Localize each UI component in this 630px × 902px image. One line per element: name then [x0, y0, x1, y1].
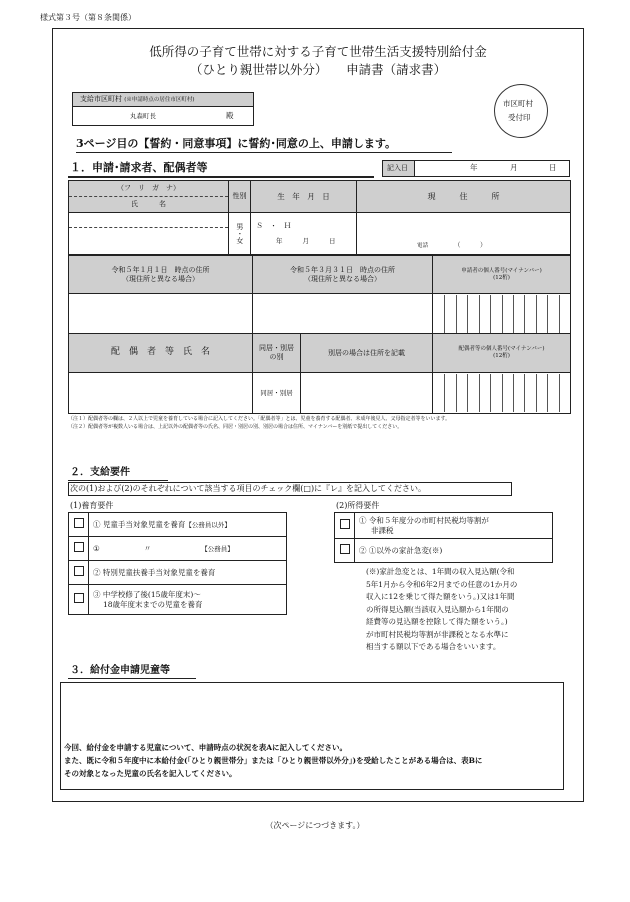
kyuhen-line-4: の所得見込額(当該収入見込額から1年間の	[366, 604, 509, 614]
req1-3-text: 特別児童扶養手当対象児童を養育	[102, 567, 216, 577]
separate-note: 別居の場合は住所を記載	[328, 348, 405, 357]
birth-header: 生 年 月 日	[251, 181, 357, 213]
childcare-requirements	[68, 512, 287, 615]
gender-options: 男・女	[235, 223, 244, 244]
req1-3	[89, 561, 287, 585]
sep-sub: の別	[269, 353, 284, 361]
jan-address-label: 令和５年１月１日 時点の住所	[111, 265, 210, 274]
col1-title: (1)養育要件	[70, 501, 114, 510]
section1-heading: １．申請･請求者、配偶者等	[70, 161, 208, 174]
checkbox[interactable]	[74, 542, 84, 552]
era-options: Ｓ ・ Ｈ	[256, 222, 291, 231]
checkbox[interactable]	[74, 518, 84, 528]
sep-label: 同居・別居	[259, 344, 294, 353]
applicant-digit-grid	[433, 295, 570, 333]
date-month: 月	[510, 163, 518, 172]
req1-3-num: ②	[93, 567, 101, 577]
section2-heading: ２．支給要件	[70, 467, 130, 478]
gender-input[interactable]	[229, 213, 251, 255]
digit-divider	[456, 295, 457, 333]
section3-underline	[68, 678, 196, 679]
payer-suffix: 殿	[226, 111, 234, 120]
spouse-name-input[interactable]	[69, 373, 253, 414]
req2-2-text: ①以外の家計急変(※)	[368, 545, 443, 555]
phone-label: 電話	[417, 243, 429, 250]
digit-divider	[513, 295, 514, 333]
form-title-line1: 低所得の子育て世帯に対する子育て世帯生活支援特別給付金	[149, 44, 487, 59]
section3-heading: ３．給付金申請児童等	[70, 665, 170, 676]
checkbox[interactable]	[74, 593, 84, 603]
req1-2	[89, 537, 287, 561]
spouse-mynumber-label: 配偶者等の個人番号(マイナンバー)	[458, 346, 545, 353]
req1-1-text: 児童手当対象児童を養育	[102, 519, 186, 529]
mar-address-sub: （現住所と異なる場合）	[304, 274, 381, 283]
section3-text3: その対象となった児童の氏名を記入してください。	[64, 769, 237, 778]
date-day: 日	[549, 163, 557, 172]
jan-address-sub: （現住所と異なる場合）	[122, 274, 199, 283]
mar-address-label: 令和５年３月３１日 時点の住所	[290, 265, 395, 274]
req2-1-num: ①	[359, 515, 367, 525]
income-requirements	[334, 512, 553, 563]
req2-2	[355, 539, 553, 563]
req1-1	[89, 513, 287, 537]
stamp-line2: 受付印	[508, 113, 531, 122]
section3-text1: 今回、給付金を申請する児童について、申請時点の状況を表Aに記入してください。	[64, 743, 348, 752]
note-1: （注１）配偶者等の欄は、２人以上で児童を養育している場合に記入してください。「配偶者等」とは、児童を養育する配偶者、未成年後見人、父母指定者等をいいます。	[68, 416, 451, 422]
receipt-stamp-circle	[494, 84, 548, 138]
check-req1-3[interactable]	[69, 561, 89, 585]
req1-2-tag: 【公務員】	[201, 544, 234, 553]
applicant-mynumber-label: 申請者の個人番号(マイナンバー)	[461, 267, 542, 274]
kyuhen-line-6: が市町村民税均等割が非課税となる水準に	[366, 629, 509, 639]
digit-divider	[559, 295, 560, 333]
digit-divider	[536, 374, 537, 412]
digit-divider	[490, 295, 491, 333]
kyuhen-line-2: 5年1月から令和6年2月までの任意の1か月の	[366, 579, 518, 589]
check-req1-4[interactable]	[69, 585, 89, 615]
req1-4-text2: 18歳年度末までの児童を養育	[103, 599, 203, 609]
req1-4-text: 中学校修了後(15歳年度末)～	[102, 589, 201, 599]
payer-sub: (※申請時点の居住市区町村)	[124, 97, 195, 103]
stamp-line1: 市区町村	[503, 99, 533, 108]
col2-title: (2)所得要件	[336, 501, 380, 510]
birth-year: 年	[276, 236, 283, 245]
digit-divider	[502, 295, 503, 333]
applicant-mynumber-header	[433, 256, 571, 294]
digit-divider	[444, 295, 445, 333]
date-year: 年	[470, 163, 478, 172]
digit-divider	[524, 295, 525, 333]
payer-label-text: 支給市区町村	[80, 95, 122, 103]
mar-address-input[interactable]	[253, 294, 433, 334]
spouse-address-input[interactable]	[253, 373, 433, 414]
spouse-digit-grid	[433, 374, 570, 412]
kyuhen-line-7: 相当する額以下である場合をいいます。	[366, 642, 501, 651]
check-req2-1[interactable]	[335, 513, 355, 539]
section1-underline	[68, 176, 374, 178]
section3-text2: また、既に令和５年度中に本給付金(「ひとり親世帯分」または「ひとり親世帯以外分」)を受給したことがある場合は、表Bに	[64, 756, 483, 765]
spouse-mynumber-digits: (12桁)	[493, 353, 510, 359]
kyuhen-note	[366, 566, 517, 654]
req1-4	[89, 585, 287, 615]
cohab-option[interactable]: 同居・別居	[253, 373, 301, 413]
payer-label	[80, 96, 195, 104]
applicant-table	[68, 180, 571, 255]
req2-1-text2: 非課税	[371, 525, 394, 535]
digit-divider	[490, 374, 491, 412]
digit-divider	[479, 374, 480, 412]
footer-note: （次ページにつづきます。）	[265, 821, 365, 830]
phone-paren: （ ）	[454, 241, 487, 250]
form-title-line2: （ひとり親世帯以外分） 申請書（請求書）	[189, 62, 447, 77]
req1-1-num: ①	[93, 519, 101, 529]
address-header: 現 住 所	[357, 181, 571, 213]
name-label: 氏 名	[131, 200, 166, 208]
kyuhen-line-1: (※)家計急変とは、1年間の収入見込額(令和	[366, 567, 515, 576]
gender-header: 性別	[229, 181, 251, 213]
digit-divider	[444, 374, 445, 412]
checkbox[interactable]	[74, 566, 84, 576]
birth-month: 月	[302, 236, 309, 245]
check-req2-2[interactable]	[335, 539, 355, 563]
req1-2-num: ①	[93, 543, 100, 553]
furigana-label: （フ リ ガ ナ）	[117, 184, 180, 193]
digit-divider	[536, 295, 537, 333]
section2-underline	[68, 480, 168, 481]
section2-instruction: 次の(1)および(2)のそれぞれについて該当する項目のチェック欄(□)に『レ』を記入してください。	[70, 484, 427, 493]
digit-divider	[547, 374, 548, 412]
form-number: 様式第３号（第８条関係）	[40, 13, 136, 22]
req1-1-tag: 【公務員以外】	[185, 520, 231, 529]
name-input[interactable]	[69, 213, 229, 255]
applicant-mynumber-digits: (12桁)	[493, 274, 510, 281]
furigana-name-header	[69, 181, 229, 213]
instruction-underline	[76, 152, 452, 153]
birth-input[interactable]	[251, 213, 357, 255]
req1-4-num: ③	[93, 589, 101, 599]
digit-divider	[502, 374, 503, 412]
address-input[interactable]	[357, 213, 571, 255]
note-2: （注２）配偶者等が複数人いる場合は、上記以外の配偶者等の氏名、同居・別居の別、別居の場合は住所、マイナンバーを別紙で提出してください。	[68, 424, 403, 430]
instruction: 3ページ目の【誓約・同意事項】に誓約･同意の上、申請します。	[76, 137, 397, 150]
spouse-separation-header	[253, 334, 433, 373]
digit-divider	[467, 295, 468, 333]
digit-divider	[513, 374, 514, 412]
birth-day: 日	[329, 236, 336, 245]
checkbox[interactable]	[340, 544, 350, 554]
digit-divider	[559, 374, 560, 412]
spouse-mynumber-header	[433, 334, 571, 373]
digit-divider	[547, 295, 548, 333]
applicant-mynumber-input[interactable]	[433, 294, 571, 334]
digit-divider	[479, 295, 480, 333]
jan-address-input[interactable]	[69, 294, 253, 334]
digit-divider	[456, 374, 457, 412]
kyuhen-line-3: 収入に12を乗じて得た額をいう。)又は1年間	[366, 592, 515, 601]
mar-address-header	[253, 256, 433, 294]
check-req1-1[interactable]	[69, 513, 89, 537]
check-req1-2[interactable]	[69, 537, 89, 561]
checkbox[interactable]	[340, 519, 350, 529]
req2-1	[355, 513, 553, 539]
payer-name: 丸森町長	[130, 112, 156, 120]
address-mynumber-table	[68, 255, 571, 414]
digit-divider	[524, 374, 525, 412]
req2-2-num: ②	[359, 545, 367, 555]
digit-divider	[467, 374, 468, 412]
spouse-mynumber-input[interactable]	[433, 373, 571, 414]
spouse-name-header: 配 偶 者 等 氏 名	[69, 334, 253, 373]
kyuhen-line-5: 経費等の見込額を控除して得た額をいう。)	[366, 617, 508, 626]
jan-address-header	[69, 256, 253, 294]
date-label: 記入日	[387, 164, 408, 172]
req2-1-text: 令和５年度分の市町村民税均等割が	[368, 515, 489, 525]
req1-2-text: 〃	[143, 543, 152, 553]
